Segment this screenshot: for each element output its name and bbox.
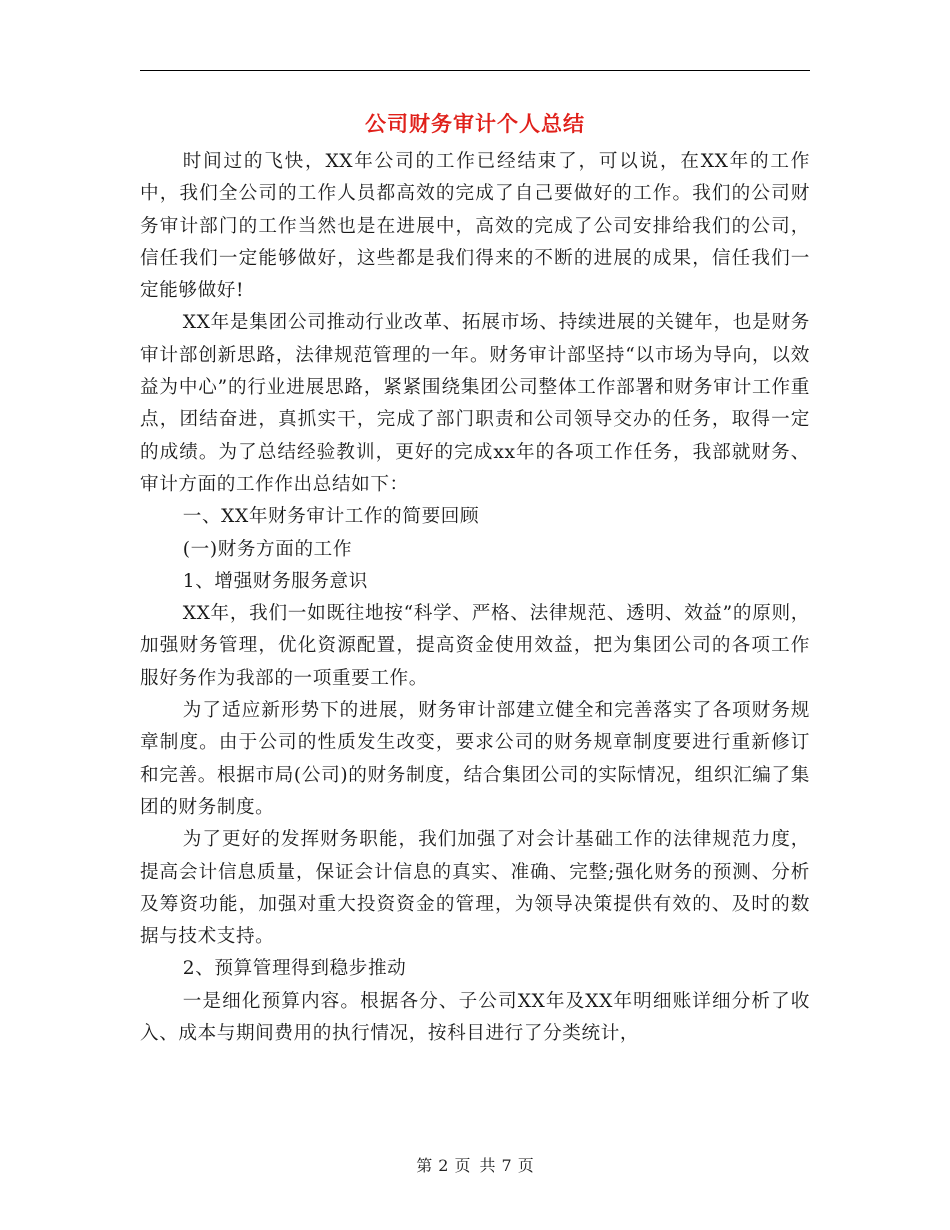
subsection-heading-finance: (一)财务方面的工作 (182, 538, 353, 560)
paragraph-overview: XX年是集团公司推动行业改革、拓展市场、持续进展的关键年，也是财务审计部创新思路，法律规范管理的一年。财务审计部坚持“以市场为导向，以效益为中心”的行业进展思路，紧紧围绕集团公司整体工作部署和财务审计工作重点，团结奋进，真抓实干，完成了部门职责和公司领导交办的任务，取得一定的成绩。为了总结经验教训，更好的完成xx年的各项工作任务，我部就财务、审计方面的工作作出总结如下： (140, 312, 810, 495)
item-heading-budget: 2、预算管理得到稳步推动 (182, 958, 407, 980)
paragraph-regulations: 为了适应新形势下的进展，财务审计部建立健全和完善落实了各项财务规章制度。由于公司的性质发生改变，要求公司的财务规章制度要进行重新修订和完善。根据市局(公司)的财务制度，结合集团公司的实际情况，组织汇编了集团的财务制度。 (140, 700, 810, 818)
footer-prefix: 第 (416, 1156, 433, 1175)
footer-mid: 页 共 (454, 1156, 496, 1175)
document-body (140, 146, 810, 1050)
current-page-number: 2 (438, 1156, 449, 1175)
paragraph-service: XX年，我们一如既往地按“科学、严格、法律规范、透明、效益”的原则，加强财务管理，优化资源配置，提高资金使用效益，把为集团公司的各项工作服好务作为我部的一项重要工作。 (140, 603, 810, 689)
item-heading-service: 1、增强财务服务意识 (182, 570, 368, 592)
paragraph-budget: 一是细化预算内容。根据各分、子公司XX年及XX年明细账详细分析了收入、成本与期间费用的执行情况，按科目进行了分类统计， (140, 990, 810, 1045)
paragraph-accounting: 为了更好的发挥财务职能，我们加强了对会计基础工作的法律规范力度，提高会计信息质量，保证会计信息的真实、准确、完整;强化财务的预测、分析及筹资功能，加强对重大投资资金的管理，为领导决策提供有效的、及时的数据与技术支持。 (140, 829, 810, 948)
page-footer (0, 1153, 950, 1176)
total-pages-number: 7 (501, 1156, 512, 1175)
footer-suffix: 页 (517, 1156, 534, 1175)
page-title: 公司财务审计个人总结 (365, 112, 585, 136)
header-rule (140, 70, 810, 71)
section-heading-review: 一、XX年财务审计工作的简要回顾 (182, 506, 480, 528)
paragraph-intro: 时间过的飞快，XX年公司的工作已经结束了，可以说，在XX年的工作中，我们全公司的工作人员都高效的完成了自己要做好的工作。我们的公司财务审计部门的工作当然也是在进展中，高效的完成了公司安排给我们的公司，信任我们一定能够做好，这些都是我们得来的不断的进展的成果，信任我们一定能够做好! (140, 151, 810, 302)
